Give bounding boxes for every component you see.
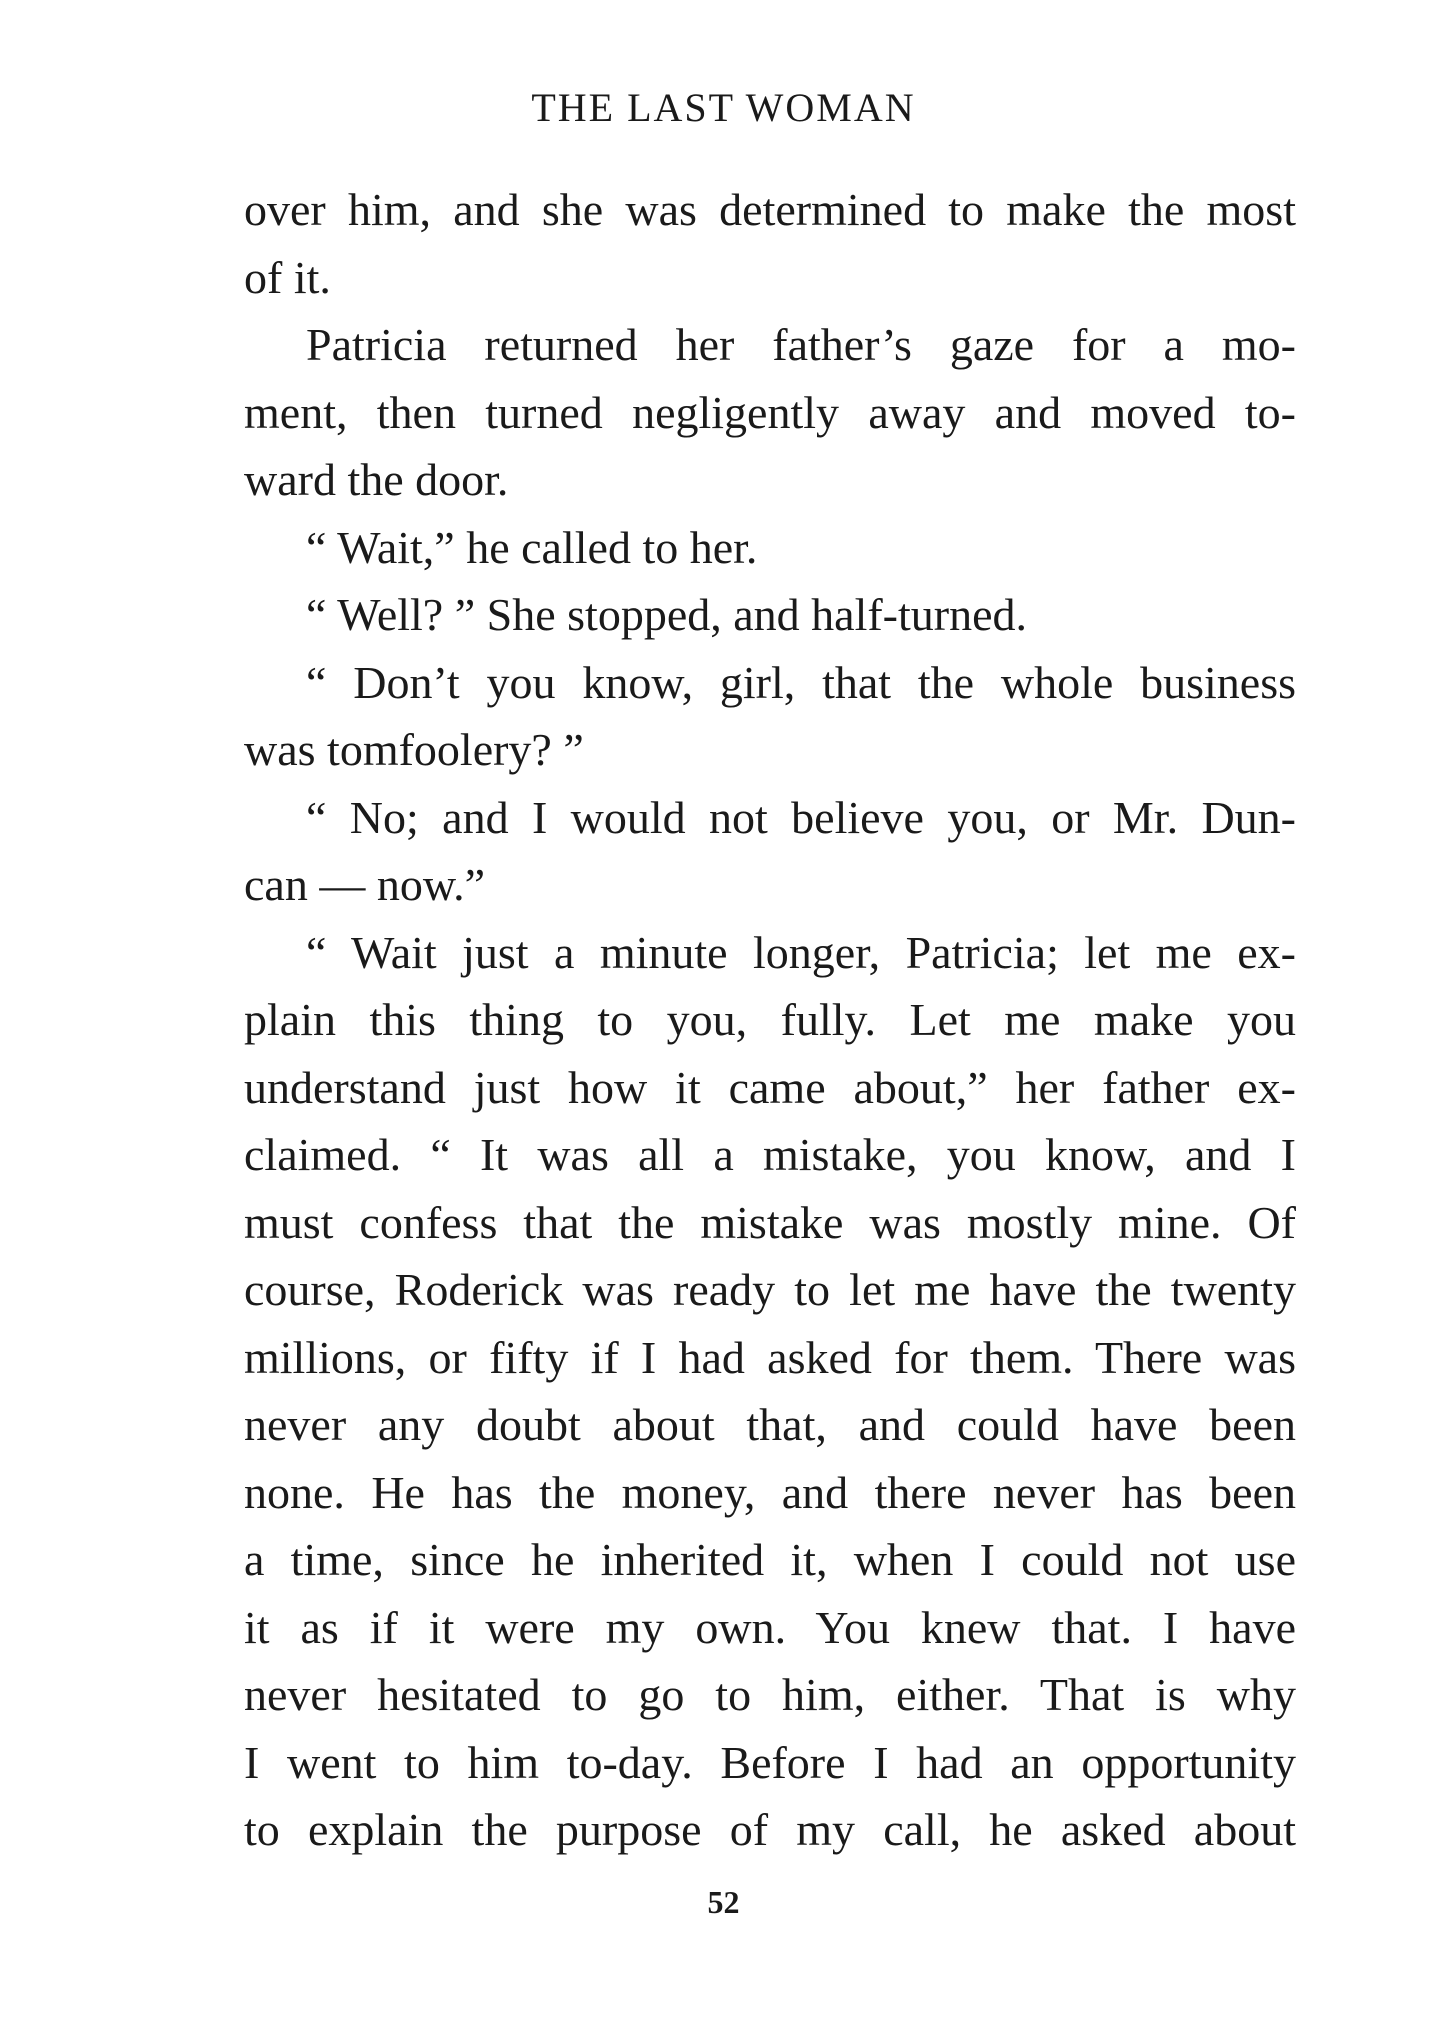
text-line: never hesitated to go to him, either. That is why bbox=[244, 1669, 1296, 1720]
text-line: claimed. “ It was all a mistake, you know, and I bbox=[244, 1129, 1296, 1180]
text-line: millions, or fifty if I had asked for them. There was bbox=[244, 1331, 1296, 1383]
text-line: it as if it were my own. You knew that. I have bbox=[244, 1601, 1296, 1653]
text-line: ment, then turned negligently away and moved to- bbox=[244, 386, 1296, 438]
running-head: THE LAST WOMAN bbox=[531, 85, 916, 130]
text-line: “ Don’t you know, girl, that the whole business bbox=[306, 656, 1296, 708]
text-line: plain this thing to you, fully. Let me make you bbox=[244, 994, 1296, 1045]
text-line: none. He has the money, and there never has been bbox=[244, 1466, 1296, 1518]
text-line: must confess that the mistake was mostly mine. Of bbox=[244, 1196, 1296, 1248]
text-line: course, Roderick was ready to let me have the twenty bbox=[244, 1264, 1296, 1315]
text-line: Patricia returned her father’s gaze for a mo- bbox=[306, 319, 1296, 370]
text-line: “ No; and I would not believe you, or Mr. Dun- bbox=[306, 791, 1296, 843]
body-text bbox=[244, 176, 1296, 1864]
text-line: a time, since he inherited it, when I could not use bbox=[244, 1534, 1296, 1585]
text-line: I went to him to-day. Before I had an opportunity bbox=[244, 1736, 1296, 1788]
text-line: ward the door. bbox=[244, 454, 509, 505]
text-line: never any doubt about that, and could have been bbox=[244, 1399, 1296, 1450]
text-line: “ Wait just a minute longer, Patricia; let me ex- bbox=[306, 926, 1296, 978]
text-line: “ Wait,” he called to her. bbox=[306, 521, 758, 573]
text-line: over him, and she was determined to make the most bbox=[244, 184, 1296, 235]
text-line: was tomfoolery? ” bbox=[244, 724, 584, 775]
text-line: understand just how it came about,” her father ex- bbox=[244, 1061, 1296, 1113]
text-line: to explain the purpose of my call, he asked about bbox=[244, 1804, 1296, 1855]
text-line: of it. bbox=[244, 251, 331, 303]
text-line: “ Well? ” She stopped, and half-turned. bbox=[306, 589, 1027, 640]
text-line: can — now.” bbox=[244, 859, 485, 910]
page-number: 52 bbox=[707, 1884, 740, 1920]
